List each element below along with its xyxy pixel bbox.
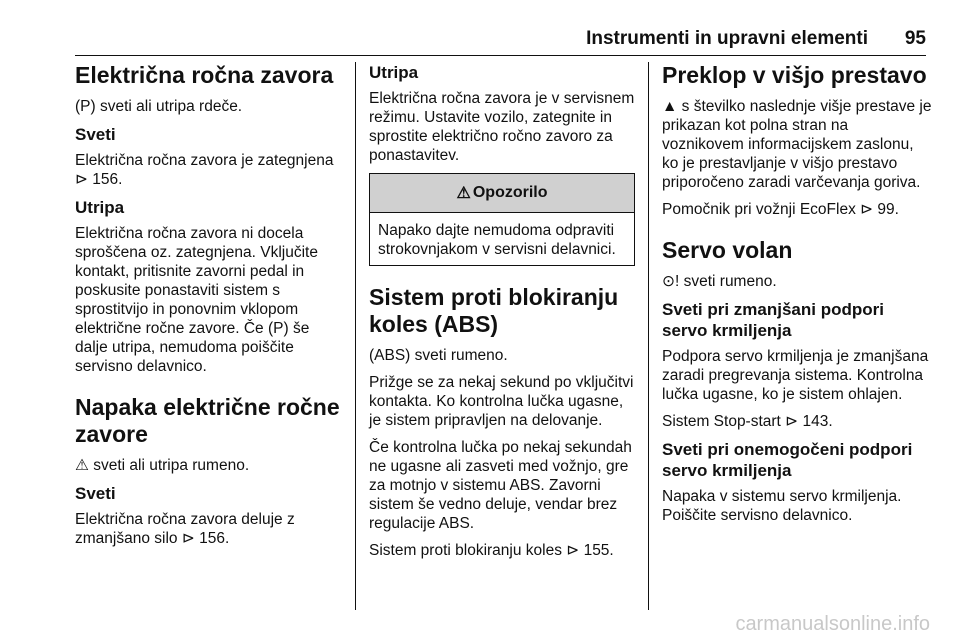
column-divider-2 <box>648 62 649 610</box>
running-title: Instrumenti in upravni elementi <box>586 28 868 49</box>
paragraph-flashing: Električna ročna zavora ni docela sproščena oz. zategnjena. Vključite kontakt, pritisnite zavorni pedal in poskusite ponastaviti sistem s sprostitvijo in ponovnim vklopom električne ročne zavore. Če (P) še dalje utripa, nemudoma poiščite servisno delavnico. <box>75 225 318 375</box>
warning-title: Opozorilo <box>472 184 548 201</box>
column-2 <box>369 62 635 568</box>
warning-box <box>369 173 635 266</box>
heading-abs: Sistem proti blokiranju koles (ABS) <box>369 284 619 337</box>
page-number: 95 <box>904 28 926 49</box>
subheading-reduced-support: Sveti pri zmanjšani podpori servo krmiljenja <box>662 300 884 340</box>
warning-header <box>370 174 634 213</box>
heading-power-steering: Servo volan <box>662 237 793 263</box>
disabled-support-paragraph: Napaka v sistemu servo krmiljenja. Poiščite servisno delavnico. <box>662 488 902 524</box>
heading-parking-brake-fault: Napaka električne ročne zavore <box>75 394 340 447</box>
paragraph-on: Električna ročna zavora je zategnjena ⊳ 156. <box>75 152 334 188</box>
paragraph-service-mode: Električna ročna zavora je v servisnem režimu. Ustavite vozilo, zategnite in sprostite električno ročno zavoro za ponastavitev. <box>369 90 635 164</box>
stop-start-reference: Sistem Stop-start ⊳ 143. <box>662 413 833 430</box>
heading-upshift: Preklop v višjo prestavo <box>662 62 927 88</box>
ecoflex-reference: Pomočnik pri vožnji EcoFlex ⊳ 99. <box>662 201 899 218</box>
fault-intro: ⚠ sveti ali utripa rumeno. <box>75 457 250 474</box>
column-3 <box>662 62 932 533</box>
column-1 <box>75 62 343 556</box>
page-header <box>75 0 926 56</box>
subheading-flashing-2: Utripa <box>369 63 419 82</box>
parking-brake-intro: (P) sveti ali utripa rdeče. <box>75 98 243 115</box>
header-rule <box>75 55 926 56</box>
watermark: carmanualsonline.info <box>735 613 930 635</box>
subheading-on: Sveti <box>75 125 116 144</box>
power-steering-intro: ⊙! sveti rumeno. <box>662 273 777 290</box>
heading-parking-brake: Električna ročna zavora <box>75 62 334 88</box>
warning-triangle-icon: ⚠ <box>456 185 471 202</box>
reduced-support-paragraph: Podpora servo krmiljenja je zmanjšana zaradi pregrevanja sistema. Kontrolna lučka ugasne, ko je sistem ohlajen. <box>662 348 929 403</box>
abs-reference: Sistem proti blokiranju koles ⊳ 155. <box>369 542 614 559</box>
paragraph-reduced-force: Električna ročna zavora deluje z zmanjšano silo ⊳ 156. <box>75 511 295 547</box>
upshift-paragraph: ▲ s številko naslednje višje prestave je prikazan kot polna stran na voznikovem informacijskem zaslonu, ko je prestavljanje v višjo prestavo priporočeno zaradi varčevanja goriva. <box>662 98 932 191</box>
subheading-on-2: Sveti <box>75 484 116 503</box>
column-divider-1 <box>355 62 356 610</box>
abs-intro: (ABS) sveti rumeno. <box>369 347 508 364</box>
warning-text: Napako dajte nemudoma odpraviti strokovnjakom v servisni delavnici. <box>378 222 616 258</box>
subheading-disabled-support: Sveti pri onemogočeni podpori servo krmiljenja <box>662 440 913 480</box>
abs-paragraph-2: Če kontrolna lučka po nekaj sekundah ne ugasne ali zasveti med vožnjo, gre za motnjo v sistemu ABS. Zavorni sistem še vedno deluje, vendar brez regulacije ABS. <box>369 439 632 532</box>
abs-paragraph-1: Prižge se za nekaj sekund po vključitvi kontakta. Ko kontrolna lučka ugasne, je sistem pripravljen na delovanje. <box>369 374 634 429</box>
subheading-flashing: Utripa <box>75 198 125 217</box>
